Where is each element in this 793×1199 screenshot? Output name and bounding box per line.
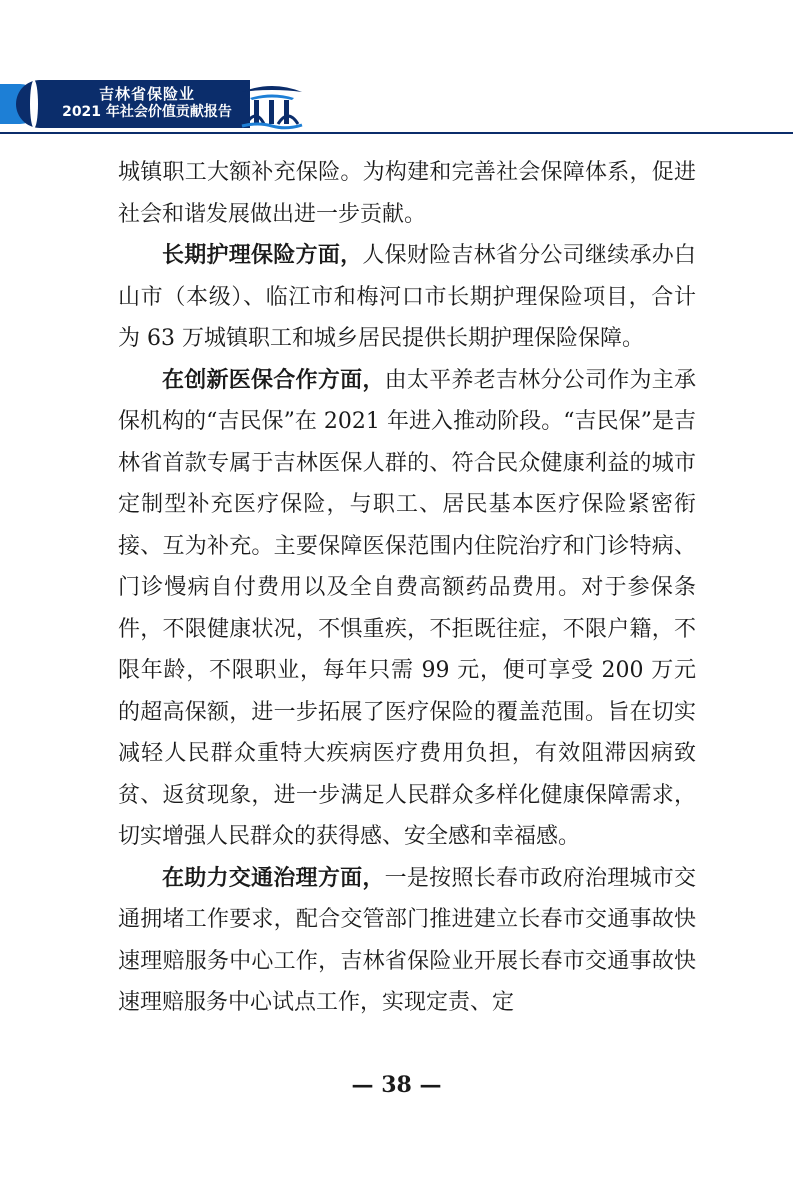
header-title-line1: 吉林省保险业 <box>98 85 195 103</box>
paragraph-lead: 在助力交通治理方面， <box>162 864 385 891</box>
paragraph-text: 人保财险吉林省分公司继续承办白山市（本级）、临江市和梅河口市长期护理保险项目，合计为 63 万城镇职工和城乡居民提供长期护理保险保障。 <box>118 243 696 351</box>
paragraph-text: 由太平养老吉林分公司作为主承保机构的“吉民保”在 2021 年进入推动阶段。“吉民保”是吉林省首款专属于吉林医保人群的、符合民众健康利益的城市定制型补充医疗保险，与职工、居民基本医疗保险紧密衔接、互为补充。主要保障医保范围内住院治疗和门诊特病、门诊慢病自付费用以及全自费高额药品费用。对于参保条件，不限健康状况，不惧重疾，不拒既往症，不限户籍，不限年龄，不限职业，每年只需 99 元，便可享受 200 万元的超高保额，进一步拓展了医疗保险的覆盖范围。旨在切实减轻人民群众重特大疾病医疗费用负担，有效阻滞因病致贫、返贫现象，进一步满足人民群众多样化健康保障需求，切实增强人民群众的获得感、安全感和幸福感。 <box>118 367 696 849</box>
header-rule <box>0 132 793 134</box>
paragraph-lead: 在创新医保合作方面， <box>162 366 385 393</box>
paragraph-continued: 城镇职工大额补充保险。为构建和完善社会保障体系，促进社会和谐发展做出进一步贡献。 <box>118 160 696 227</box>
paragraph-text: 一是按照长春市政府治理城市交通拥堵工作要求，配合交管部门推进建立长春市交通事故快速理赔服务中心工作，吉林省保险业开展长春市交通事故快速理赔服务中心试点工作，实现定责、定 <box>118 865 696 1015</box>
header-title-line2: 2021 年社会价值贡献报告 <box>62 104 232 120</box>
header-title <box>52 85 242 121</box>
document-body <box>118 152 696 1024</box>
pavilion-logo-icon <box>238 78 306 130</box>
paragraph-long-term-care <box>118 235 696 360</box>
report-header <box>0 78 310 130</box>
page-number: — 38 — <box>351 1072 442 1098</box>
header-divider <box>30 80 38 128</box>
paragraph-traffic-governance <box>118 858 696 1024</box>
paragraph-lead: 长期护理保险方面， <box>162 242 363 268</box>
paragraph-medical-cooperation <box>118 360 696 858</box>
